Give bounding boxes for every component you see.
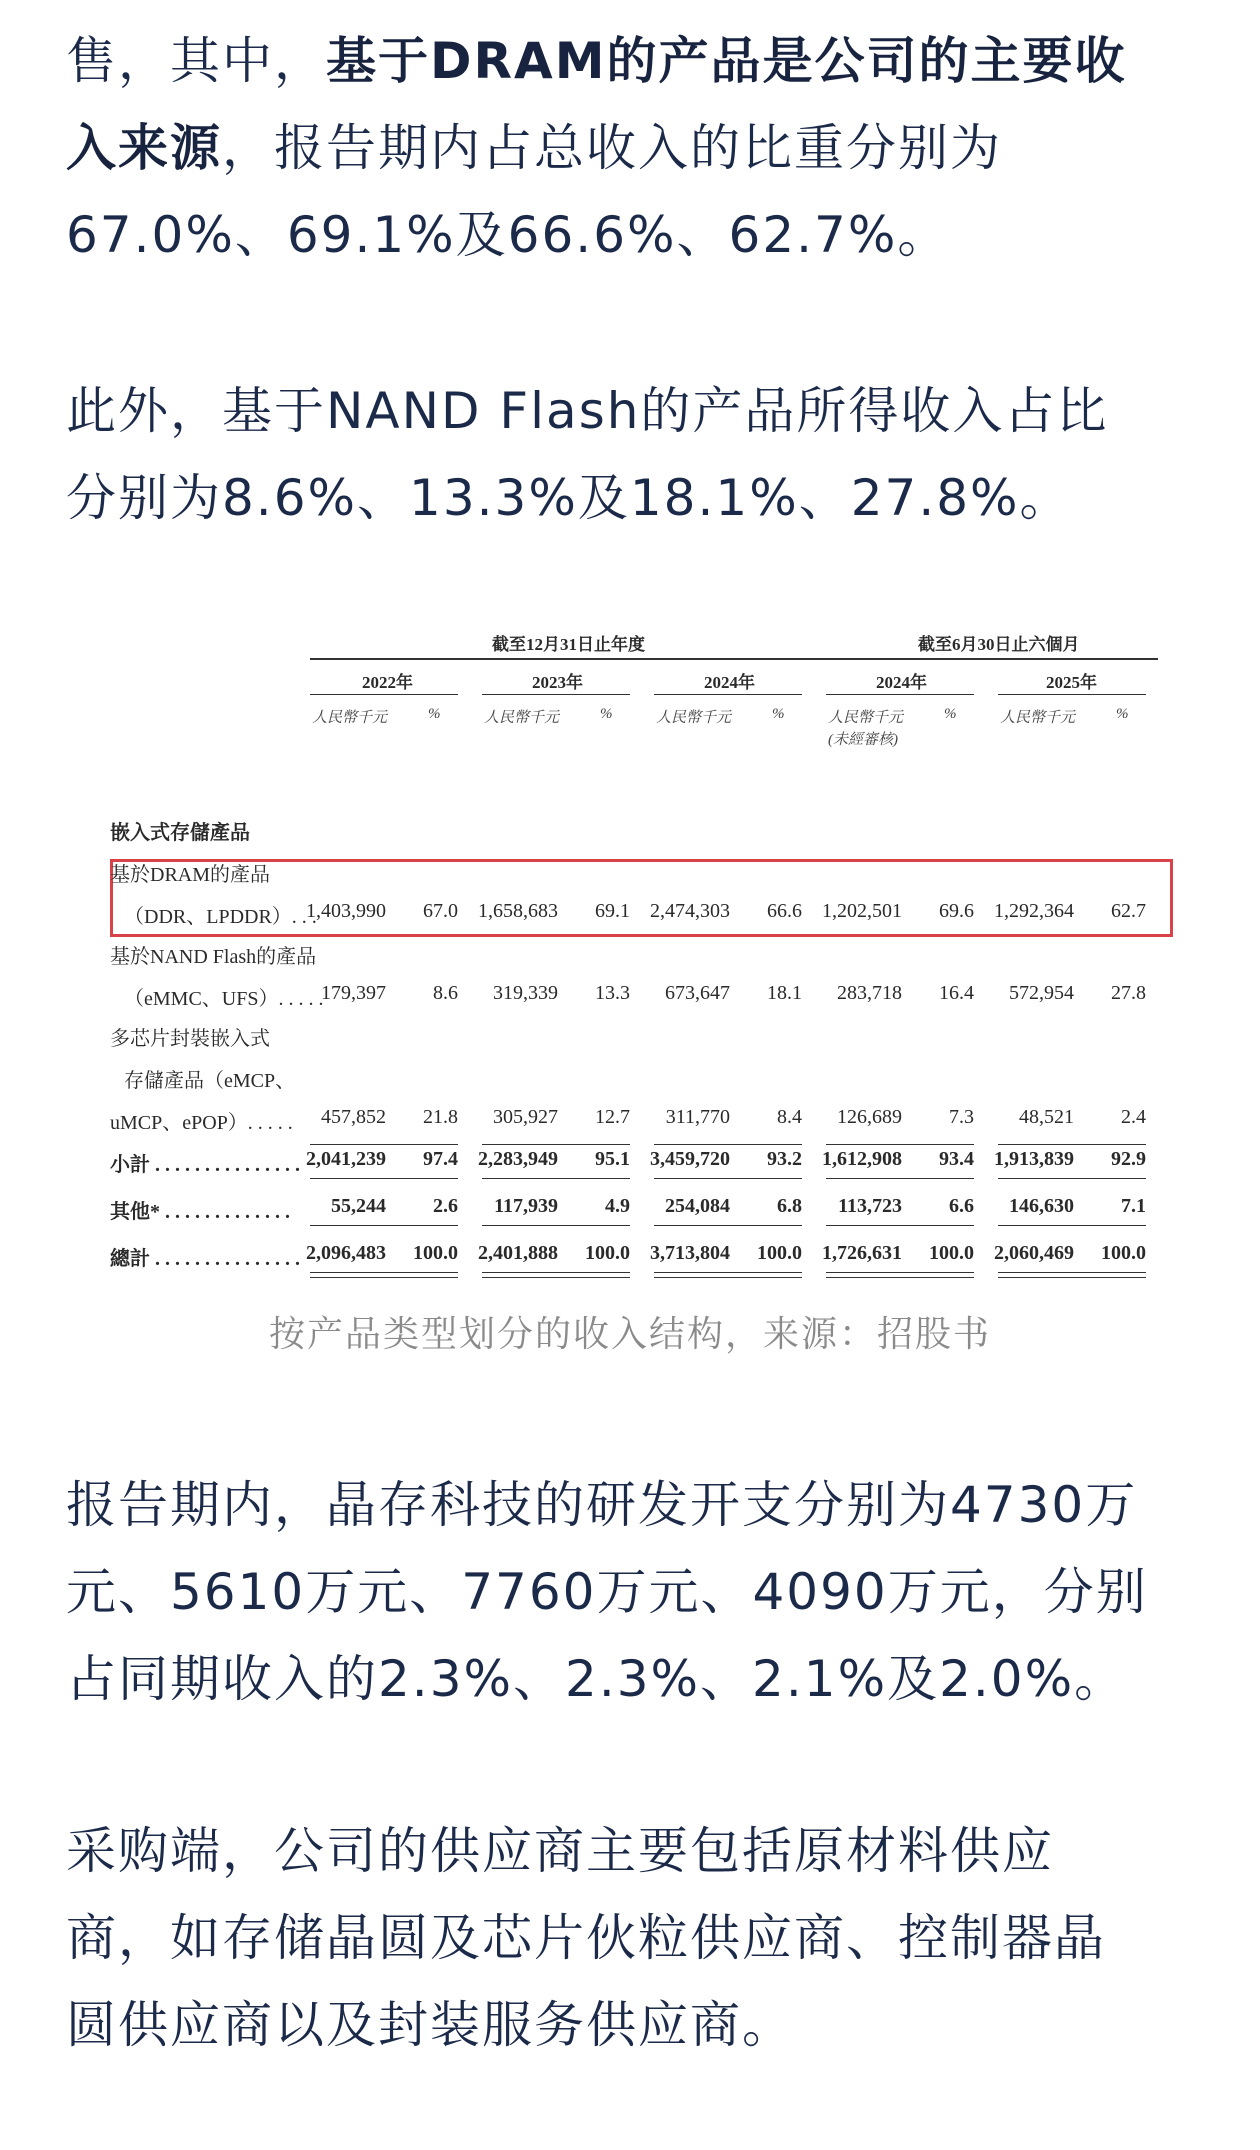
rule [930, 1277, 974, 1278]
rule [310, 1178, 414, 1179]
text-segment: 商，如存储晶圆及芯片伙粒供应商、控制器晶 [66, 1909, 1106, 1967]
cell-amount: 1,403,990 [306, 900, 386, 922]
cell-amount: 319,339 [493, 982, 558, 1004]
paragraph-nand-revenue [66, 368, 1206, 542]
cell-percent: 13.3 [595, 982, 630, 1004]
rule [654, 1178, 758, 1179]
cell-percent: 93.2 [767, 1148, 802, 1170]
revenue-table-figure [100, 618, 1160, 1288]
row-label: uMCP、ePOP）. . . . . [110, 1112, 293, 1134]
cell-percent: 4.9 [605, 1195, 630, 1217]
cell-percent: 69.1 [595, 900, 630, 922]
header-half-year: 截至6月30日止六個月 [918, 635, 1080, 654]
cell-amount: 311,770 [665, 1106, 730, 1128]
text-segment: 分别为8.6%、13.3%及18.1%、27.8%。 [66, 469, 1072, 527]
rule [586, 1277, 630, 1278]
cell-amount: 457,852 [321, 1106, 386, 1128]
rule [482, 1225, 586, 1226]
cell-percent: 8.4 [777, 1106, 802, 1128]
rule [654, 1272, 758, 1273]
rule [758, 1272, 802, 1273]
rule [586, 1178, 630, 1179]
text-segment: 此外，基于NAND Flash的产品所得收入占比 [66, 382, 1109, 440]
text-segment: 报告期内，晶存科技的研发开支分别为4730万 [66, 1476, 1138, 1534]
cell-percent: 100.0 [757, 1242, 802, 1264]
text-segment: 圆供应商以及封装服务供应商。 [66, 1996, 794, 2054]
rule [826, 694, 974, 695]
rule [654, 1277, 758, 1278]
rule [310, 1144, 414, 1145]
cell-percent: 7.1 [1121, 1195, 1146, 1217]
cell-percent: 93.4 [939, 1148, 974, 1170]
rule [482, 694, 630, 695]
rule [414, 1144, 458, 1145]
cell-amount: 1,612,908 [822, 1148, 902, 1170]
cell-amount: 1,202,501 [822, 900, 902, 922]
cell-percent: 95.1 [595, 1148, 630, 1170]
rule [998, 1272, 1102, 1273]
text-segment: 售，其中， [66, 32, 326, 90]
unit-label: 人民幣千元 [828, 710, 904, 726]
cell-amount: 179,397 [321, 982, 386, 1004]
cell-percent: 6.8 [777, 1195, 802, 1217]
cell-amount: 673,647 [665, 982, 730, 1004]
unit-label: % [428, 706, 441, 722]
cell-amount: 3,713,804 [650, 1242, 730, 1264]
rule [654, 1225, 758, 1226]
cell-percent: 6.6 [949, 1195, 974, 1217]
cell-amount: 1,658,683 [478, 900, 558, 922]
cell-amount: 126,689 [837, 1106, 902, 1128]
unit-label: 人民幣千元 [312, 710, 388, 726]
rule [998, 694, 1146, 695]
cell-percent: 66.6 [767, 900, 802, 922]
cell-amount: 2,041,239 [306, 1148, 386, 1170]
row-label: 小計 . . . . . . . . . . . . . . . [110, 1154, 300, 1176]
rule [826, 1277, 930, 1278]
rule [930, 1144, 974, 1145]
cell-percent: 2.4 [1121, 1106, 1146, 1128]
bold-highlight: 入来源 [66, 119, 222, 177]
rule [1102, 1225, 1146, 1226]
cell-percent: 69.6 [939, 900, 974, 922]
year-col: 2023年 [532, 673, 583, 692]
cell-amount: 146,630 [1009, 1195, 1074, 1217]
rule [998, 1225, 1102, 1226]
cell-amount: 3,459,720 [650, 1148, 730, 1170]
section-title: 嵌入式存儲產品 [110, 822, 250, 844]
row-label: （eMMC、UFS）. . . . . [124, 988, 324, 1010]
row-label: （DDR、LPDDR）. . . [124, 906, 317, 928]
rule [414, 1178, 458, 1179]
year-col: 2022年 [362, 673, 413, 692]
row-label: 多芯片封裝嵌入式 [110, 1028, 270, 1050]
year-col: 2025年 [1046, 673, 1097, 692]
unit-label: % [1116, 706, 1129, 722]
rule [482, 1277, 586, 1278]
rule [414, 1225, 458, 1226]
cell-amount: 572,954 [1009, 982, 1074, 1004]
cell-percent: 12.7 [595, 1106, 630, 1128]
rule [758, 1277, 802, 1278]
text-segment: 元、5610万元、7760万元、4090万元，分别 [66, 1563, 1148, 1621]
cell-amount: 1,292,364 [994, 900, 1074, 922]
unit-label: % [600, 706, 613, 722]
rule [310, 1277, 414, 1278]
header-annual: 截至12月31日止年度 [492, 635, 645, 654]
cell-percent: 67.0 [423, 900, 458, 922]
rule [758, 1144, 802, 1145]
rule [758, 1225, 802, 1226]
rule [310, 1272, 414, 1273]
cell-amount: 117,939 [494, 1195, 558, 1217]
rule [998, 1144, 1102, 1145]
cell-percent: 7.3 [949, 1106, 974, 1128]
rule [482, 1272, 586, 1273]
rule [998, 1277, 1102, 1278]
text-segment: 67.0%、69.1%及66.6%、62.7%。 [66, 206, 950, 264]
rule [586, 1272, 630, 1273]
row-label: 基於NAND Flash的產品 [110, 946, 317, 968]
unit-label: 人民幣千元 [484, 710, 560, 726]
bold-highlight: 基于DRAM的产品是公司的主要收 [326, 32, 1127, 90]
rule [414, 1277, 458, 1278]
rule [1102, 1144, 1146, 1145]
cell-amount: 113,723 [838, 1195, 902, 1217]
cell-amount: 254,084 [665, 1195, 730, 1217]
rule [758, 1178, 802, 1179]
cell-percent: 18.1 [767, 982, 802, 1004]
rule [654, 1144, 758, 1145]
rule [1102, 1272, 1146, 1273]
cell-percent: 2.6 [433, 1195, 458, 1217]
rule [482, 1144, 586, 1145]
cell-percent: 100.0 [413, 1242, 458, 1264]
rule [310, 658, 895, 660]
rule [930, 1272, 974, 1273]
rule [826, 1225, 930, 1226]
cell-amount: 305,927 [493, 1106, 558, 1128]
cell-amount: 2,283,949 [478, 1148, 558, 1170]
cell-percent: 8.6 [433, 982, 458, 1004]
rule [482, 1178, 586, 1179]
row-label: 其他* . . . . . . . . . . . . . [110, 1201, 290, 1223]
rule [826, 1144, 930, 1145]
rule [310, 694, 458, 695]
rule [828, 658, 1158, 660]
text-segment: ，报告期内占总收入的比重分别为 [222, 119, 1002, 177]
year-col: 2024年 [704, 673, 755, 692]
cell-amount: 55,244 [331, 1195, 386, 1217]
row-label: 存儲產品（eMCP、 [124, 1070, 296, 1092]
rule [930, 1225, 974, 1226]
rule [1102, 1277, 1146, 1278]
cell-amount: 2,096,483 [306, 1242, 386, 1264]
paragraph-dram-revenue [66, 18, 1206, 279]
cell-amount: 2,060,469 [994, 1242, 1074, 1264]
text-segment: 占同期收入的2.3%、2.3%、2.1%及2.0%。 [66, 1650, 1127, 1708]
cell-percent: 100.0 [585, 1242, 630, 1264]
rule [414, 1272, 458, 1273]
rule [998, 1178, 1102, 1179]
rule [586, 1144, 630, 1145]
cell-amount: 2,474,303 [650, 900, 730, 922]
cell-percent: 97.4 [423, 1148, 458, 1170]
rule [826, 1178, 930, 1179]
text-segment: 采购端，公司的供应商主要包括原材料供应 [66, 1822, 1054, 1880]
unit-label: % [772, 706, 785, 722]
year-col: 2024年 [876, 673, 927, 692]
unit-label: 人民幣千元 [1000, 710, 1076, 726]
rule [654, 694, 802, 695]
cell-amount: 1,913,839 [994, 1148, 1074, 1170]
cell-percent: 100.0 [1101, 1242, 1146, 1264]
rule [826, 1272, 930, 1273]
row-label: 總計 . . . . . . . . . . . . . . . [110, 1248, 300, 1270]
cell-percent: 92.9 [1111, 1148, 1146, 1170]
rule [930, 1178, 974, 1179]
unit-label: 人民幣千元 [656, 710, 732, 726]
cell-percent: 16.4 [939, 982, 974, 1004]
rule [310, 1225, 414, 1226]
rule [586, 1225, 630, 1226]
unaudited-label: (未經審核) [828, 732, 898, 748]
cell-amount: 1,726,631 [822, 1242, 902, 1264]
cell-percent: 21.8 [423, 1106, 458, 1128]
rule [1102, 1178, 1146, 1179]
row-label: 基於DRAM的產品 [110, 864, 271, 886]
unit-label: % [944, 706, 957, 722]
paragraph-rd-expense [66, 1462, 1206, 1723]
cell-percent: 100.0 [929, 1242, 974, 1264]
paragraph-procurement [66, 1808, 1206, 2069]
cell-amount: 48,521 [1019, 1106, 1074, 1128]
cell-amount: 283,718 [837, 982, 902, 1004]
cell-percent: 62.7 [1111, 900, 1146, 922]
cell-amount: 2,401,888 [478, 1242, 558, 1264]
cell-percent: 27.8 [1111, 982, 1146, 1004]
figure-caption: 按产品类型划分的收入结构，来源：招股书 [268, 1314, 991, 1355]
